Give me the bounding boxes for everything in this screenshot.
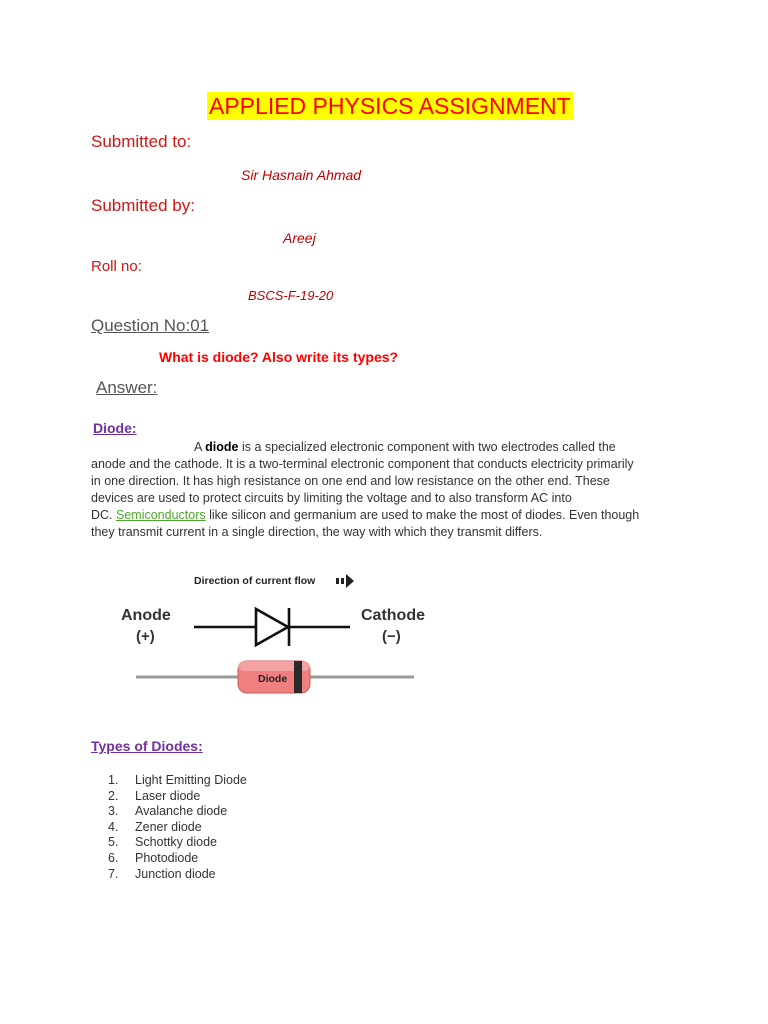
paragraph-text: is a specialized electronic component with two electrodes called the bbox=[238, 440, 616, 454]
list-item bbox=[108, 867, 247, 883]
list-number: 6. bbox=[108, 850, 119, 865]
submitted-to-value: Sir Hasnain Ahmad bbox=[241, 167, 362, 183]
diode-diagram bbox=[118, 566, 438, 706]
types-heading: Types of Diodes: bbox=[91, 738, 203, 754]
roll-no-value: BSCS-F-19-20 bbox=[248, 288, 334, 303]
list-item bbox=[108, 773, 247, 789]
list-item bbox=[108, 804, 247, 820]
list-number: 5. bbox=[108, 835, 119, 850]
paragraph-text: A bbox=[194, 440, 206, 454]
list-number: 3. bbox=[108, 804, 119, 819]
list-number: 2. bbox=[108, 788, 119, 803]
list-item bbox=[108, 820, 247, 836]
question-text: What is diode? Also write its types? bbox=[159, 349, 399, 365]
diode-symbol-icon bbox=[194, 608, 350, 646]
list-text: Light Emitting Diode bbox=[135, 773, 247, 787]
answer-label: Answer: bbox=[96, 378, 158, 397]
list-number: 7. bbox=[108, 866, 119, 881]
list-item bbox=[108, 789, 247, 805]
cathode-sign: (−) bbox=[382, 628, 401, 645]
paragraph-text: DC. bbox=[91, 508, 116, 522]
list-text: Junction diode bbox=[135, 866, 216, 881]
cathode-label: Cathode bbox=[361, 607, 425, 624]
paragraph-bold-term: diode bbox=[205, 440, 239, 454]
list-item bbox=[108, 835, 247, 851]
list-text: Photodiode bbox=[135, 850, 199, 865]
list-item bbox=[108, 851, 247, 867]
semiconductors-link[interactable]: Semiconductors bbox=[116, 508, 206, 522]
anode-label: Anode bbox=[121, 607, 171, 624]
paragraph-line-3: in one direction. It has high resistance on one end and low resistance on the other end. These bbox=[91, 474, 610, 488]
diode-component-icon bbox=[136, 661, 414, 693]
anode-sign: (+) bbox=[136, 628, 155, 645]
submitted-by-value: Areej bbox=[283, 230, 316, 246]
diode-heading: Diode: bbox=[93, 420, 137, 436]
list-text: Zener diode bbox=[135, 819, 202, 834]
paragraph-line-5 bbox=[91, 507, 681, 524]
roll-no-label: Roll no: bbox=[91, 258, 142, 275]
submitted-to-label: Submitted to: bbox=[91, 132, 192, 151]
paragraph-line-1 bbox=[91, 439, 681, 456]
current-direction-label: Direction of current flow bbox=[194, 575, 316, 587]
paragraph-line-6: they transmit current in a single direction, the way with which they transmit differs. bbox=[91, 525, 543, 539]
list-text: Avalanche diode bbox=[135, 804, 228, 819]
paragraph-text: like silicon and germanium are used to make the most of diodes. Even though bbox=[205, 508, 640, 522]
diode-types-list bbox=[108, 773, 247, 882]
list-text: Laser diode bbox=[135, 788, 201, 803]
current-direction-arrow-icon bbox=[336, 574, 354, 588]
paragraph-line-4: devices are used to protect circuits by limiting the voltage and to also transform AC into bbox=[91, 491, 572, 505]
list-number: 4. bbox=[108, 819, 119, 834]
list-number: 1. bbox=[108, 773, 119, 787]
diode-paragraph bbox=[91, 439, 681, 541]
diode-body-label: Diode bbox=[258, 673, 288, 685]
list-text: Schottky diode bbox=[135, 835, 217, 850]
document-title: APPLIED PHYSICS ASSIGNMENT bbox=[209, 93, 571, 119]
paragraph-line-2: anode and the cathode. It is a two-terminal electronic component that conducts electricity primarily bbox=[91, 457, 634, 471]
submitted-by-label: Submitted by: bbox=[91, 196, 195, 215]
question-number: Question No:01 bbox=[91, 316, 210, 335]
